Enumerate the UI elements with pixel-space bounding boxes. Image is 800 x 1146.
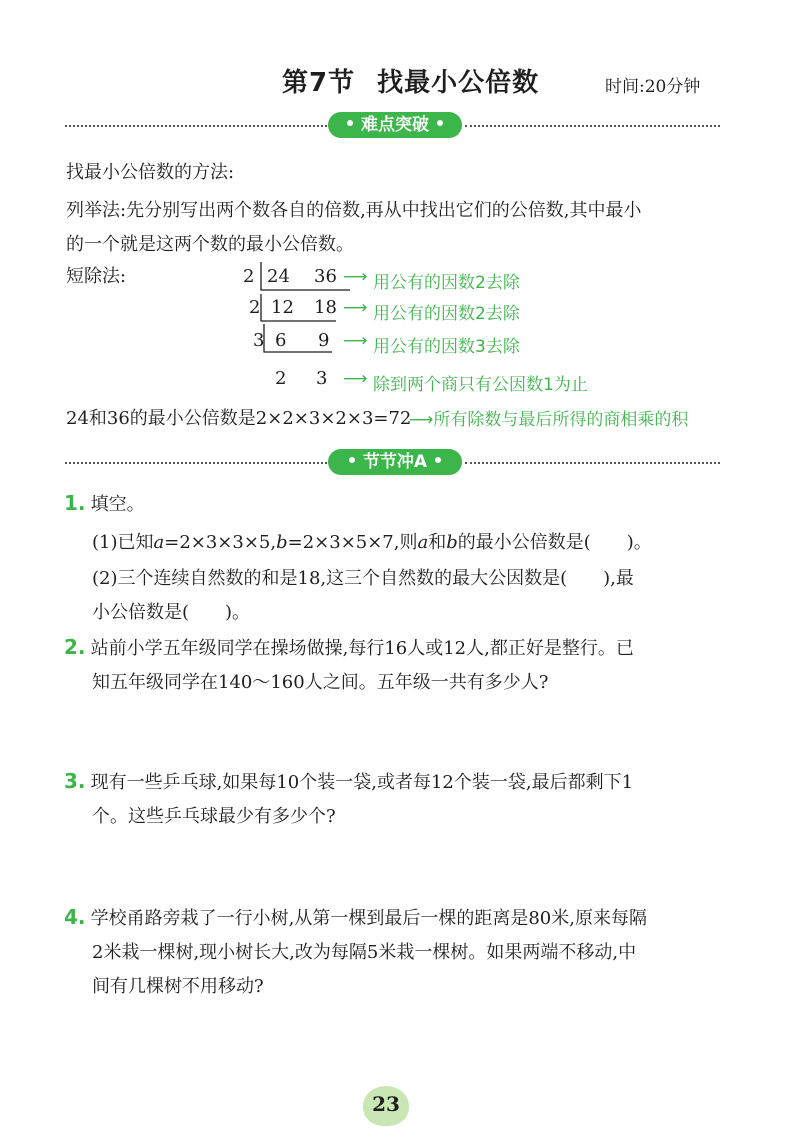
question-text-line2: 个。这些乒乓球最少有多少个? xyxy=(92,806,336,827)
dividend-a-1: 24 xyxy=(267,266,290,287)
method-heading: 找最小公倍数的方法: xyxy=(66,162,235,183)
dot-icon xyxy=(437,120,443,126)
question-2 xyxy=(64,634,634,660)
practice-banner-label: 节节冲A xyxy=(362,452,428,472)
arrow-icon: ⟶ xyxy=(343,298,368,318)
divisor-2: 2 xyxy=(249,297,261,318)
arrow-icon: ⟶ xyxy=(409,410,434,430)
question-4 xyxy=(64,904,647,930)
dot-icon xyxy=(347,120,353,126)
lcm-result-note: 所有除数与最后所得的商相乘的积 xyxy=(433,410,689,430)
division-note-4: 除到两个商只有公因数1为止 xyxy=(373,375,588,395)
question-text-line1: 现有一些乒乓球,如果每10个装一袋,或者每12个装一袋,最后都剩下1 xyxy=(90,772,634,793)
var-b: b xyxy=(276,532,288,553)
q1-sub1-a: =2×3×3×5, xyxy=(164,532,277,553)
q1-sub1-pre: (1)已知 xyxy=(92,532,154,553)
quotient-a: 2 xyxy=(275,368,287,389)
var-b: b xyxy=(446,532,458,553)
arrow-icon: ⟶ xyxy=(343,267,368,287)
question-number: 2. xyxy=(64,635,86,659)
q1-sub2-line2[interactable]: 小公倍数是( )。 xyxy=(92,602,251,623)
q1-sub1 xyxy=(92,528,652,554)
question-number: 4. xyxy=(64,905,86,929)
arrow-icon: ⟶ xyxy=(343,331,368,351)
question-text-line3: 间有几棵树不用移动? xyxy=(92,976,264,997)
listing-method-line1: 列举法:先分别写出两个数各自的倍数,再从中找出它们的公倍数,其中最小 xyxy=(66,200,642,221)
quotient-b: 3 xyxy=(316,368,328,389)
dividend-b-1: 36 xyxy=(314,266,337,287)
divider-left xyxy=(65,462,327,464)
dividend-b-2: 18 xyxy=(314,297,337,318)
divisor-3: 3 xyxy=(253,330,265,351)
divider-left xyxy=(65,125,327,127)
section-number: 第7节 xyxy=(282,68,356,98)
var-a: a xyxy=(417,532,429,553)
question-1 xyxy=(64,490,145,516)
page-number: 23 xyxy=(372,1092,400,1116)
q1-sub1-post[interactable]: 的最小公倍数是( )。 xyxy=(457,532,652,553)
dividend-b-3: 9 xyxy=(318,330,330,351)
question-3 xyxy=(64,768,633,794)
difficulty-banner xyxy=(328,112,462,138)
dot-icon xyxy=(435,457,441,463)
question-text-line1: 学校甬路旁栽了一行小树,从第一棵到最后一棵的距离是80米,原来每隔 xyxy=(90,908,647,929)
division-note-1: 用公有的因数2去除 xyxy=(373,273,520,293)
q1-sub1-and: 和 xyxy=(428,532,447,553)
dividend-a-2: 12 xyxy=(271,297,294,318)
arrow-icon: ⟶ xyxy=(343,369,368,389)
dividend-a-3: 6 xyxy=(275,330,287,351)
divider-right xyxy=(465,462,720,464)
question-number: 1. xyxy=(64,491,86,515)
question-number: 3. xyxy=(64,769,86,793)
dot-icon xyxy=(349,457,355,463)
short-division-label: 短除法: xyxy=(66,266,127,287)
practice-banner xyxy=(328,449,462,475)
division-note-2: 用公有的因数2去除 xyxy=(373,304,520,324)
q1-sub1-b: =2×3×5×7,则 xyxy=(287,532,418,553)
time-limit: 时间:20分钟 xyxy=(605,77,701,97)
lcm-result: 24和36的最小公倍数是2×2×3×2×3=72 xyxy=(66,408,412,429)
q1-sub2-line1[interactable]: (2)三个连续自然数的和是18,这三个自然数的最大公因数是( ),最 xyxy=(92,568,634,589)
var-a: a xyxy=(153,532,165,553)
section-title: 找最小公倍数 xyxy=(377,68,540,98)
question-text-line1: 站前小学五年级同学在操场做操,每行16人或12人,都正好是整行。已 xyxy=(90,638,634,659)
question-text-line2: 知五年级同学在140～160人之间。五年级一共有多少人? xyxy=(92,672,549,693)
question-text: 填空。 xyxy=(90,494,145,515)
difficulty-banner-label: 难点突破 xyxy=(361,115,429,135)
question-text-line2: 2米栽一棵树,现小树长大,改为每隔5米栽一棵树。如果两端不移动,中 xyxy=(92,942,637,963)
divisor-1: 2 xyxy=(243,266,255,287)
divider-right xyxy=(465,125,720,127)
page-title xyxy=(282,62,539,99)
division-note-3: 用公有的因数3去除 xyxy=(373,337,520,357)
listing-method-line2: 的一个就是这两个数的最小公倍数。 xyxy=(66,234,354,255)
